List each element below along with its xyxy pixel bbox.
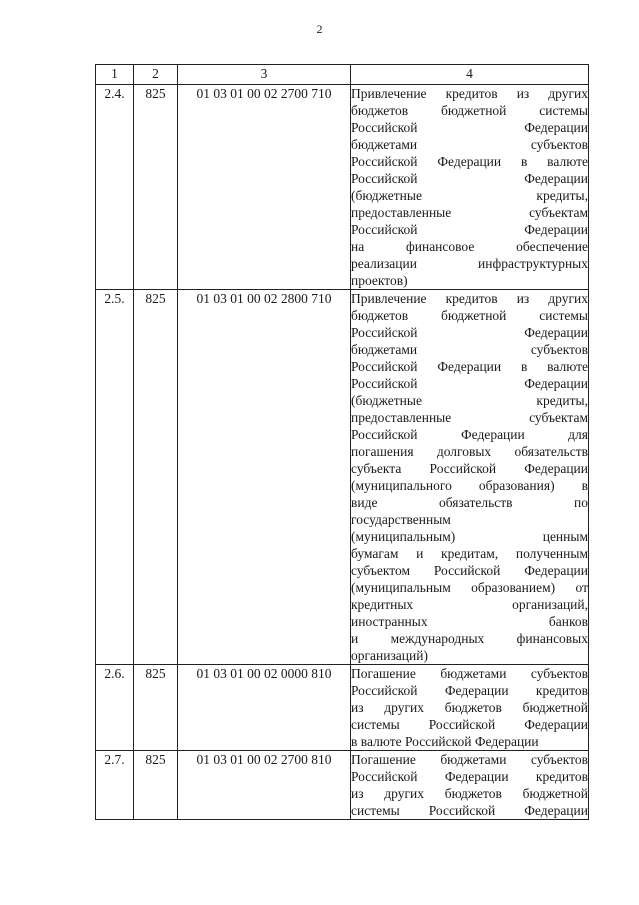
admin-code: 825 [134,665,178,751]
table-row [96,85,589,290]
header-col-3: 3 [178,65,351,85]
table-row [96,665,589,751]
description-line: бумагам и кредитам, полученным [351,546,588,561]
admin-code: 825 [134,85,178,290]
description-line: Российской Федерации [351,120,588,135]
description-line: бюджетами субъектов [351,342,588,357]
description-line: из других бюджетов бюджетной [351,700,588,715]
description-line: кредитных организаций, [351,597,588,612]
description-line: Российской Федерации [351,171,588,186]
description-line: организаций) [351,648,428,663]
description-line: Российской Федерации [351,376,588,391]
code-description [351,85,589,290]
description-line: проектов) [351,273,408,288]
description-line: Российской Федерации [351,222,588,237]
description-line: в валюте Российской Федерации [351,734,539,749]
description-line: системы Российской Федерации [351,803,588,818]
row-number: 2.5. [96,290,134,665]
description-line: Российской Федерации в валюте [351,359,588,374]
description-line: и международных финансовых [351,631,588,646]
admin-code: 825 [134,290,178,665]
code-description [351,665,589,751]
description-line: предоставленные субъектам [351,410,588,425]
description-line: погашения долговых обязательств [351,444,588,459]
description-line: Российской Федерации [351,325,588,340]
description-line: (муниципального образования) в [351,478,588,493]
description-line: (муниципальным образованием) от [351,580,588,595]
description-line: системы Российской Федерации [351,717,588,732]
row-number: 2.6. [96,665,134,751]
description-line: предоставленные субъектам [351,205,588,220]
description-line: Погашение бюджетами субъектов [351,752,588,767]
description-line: Российской Федерации для [351,427,588,442]
description-line: реализации инфраструктурных [351,256,588,271]
description-line: на финансовое обеспечение [351,239,588,254]
page-number: 2 [316,22,323,36]
description-line: (бюджетные кредиты, [351,188,588,203]
description-line: (муниципальным) ценным [351,529,588,544]
description-line: Погашение бюджетами субъектов [351,666,588,681]
description-line: бюджетами субъектов [351,137,588,152]
table-row [96,751,589,820]
budget-classification-code: 01 03 01 00 02 2700 710 [178,85,351,290]
budget-classification-code: 01 03 01 00 02 0000 810 [178,665,351,751]
description-line: из других бюджетов бюджетной [351,786,588,801]
table-header-row [96,65,589,85]
budget-codes-table [95,64,589,820]
description-line: субъекта Российской Федерации [351,461,588,476]
code-description [351,751,589,820]
description-line: виде обязательств по [351,495,588,510]
description-line: (бюджетные кредиты, [351,393,588,408]
table-row [96,290,589,665]
description-line: субъектом Российской Федерации [351,563,588,578]
description-line: Привлечение кредитов из других [351,86,588,101]
admin-code: 825 [134,751,178,820]
row-number: 2.4. [96,85,134,290]
description-line: бюджетов бюджетной системы [351,308,588,323]
row-number: 2.7. [96,751,134,820]
description-line: Российской Федерации кредитов [351,683,588,698]
budget-classification-code: 01 03 01 00 02 2800 710 [178,290,351,665]
header-col-4: 4 [351,65,589,85]
header-col-1: 1 [96,65,134,85]
budget-classification-code: 01 03 01 00 02 2700 810 [178,751,351,820]
code-description [351,290,589,665]
description-line: государственным [351,512,451,527]
description-line: Российской Федерации кредитов [351,769,588,784]
description-line: Российской Федерации в валюте [351,154,588,169]
description-line: Привлечение кредитов из других [351,291,588,306]
header-col-2: 2 [134,65,178,85]
description-line: иностранных банков [351,614,588,629]
description-line: бюджетов бюджетной системы [351,103,588,118]
